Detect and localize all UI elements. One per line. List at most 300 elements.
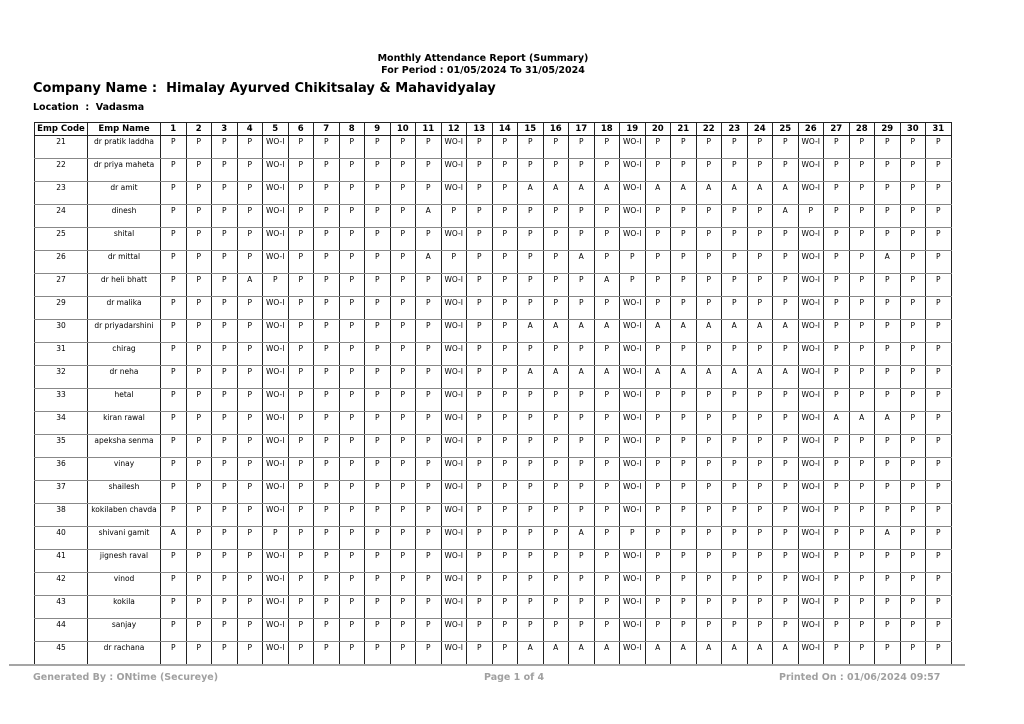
attendance-cell: P — [186, 159, 212, 182]
attendance-cell: P — [926, 136, 952, 159]
emp-code-cell: 37 — [35, 481, 88, 504]
attendance-cell: P — [849, 205, 875, 228]
attendance-cell: P — [569, 435, 595, 458]
attendance-cell: P — [773, 596, 799, 619]
col-header-day-14: 14 — [492, 123, 518, 136]
attendance-cell: A — [518, 366, 544, 389]
attendance-cell: P — [212, 481, 238, 504]
attendance-cell: P — [645, 274, 671, 297]
emp-code-cell: 31 — [35, 343, 88, 366]
attendance-cell: P — [569, 136, 595, 159]
emp-name-cell: shailesh — [88, 481, 161, 504]
attendance-cell: P — [161, 619, 187, 642]
attendance-cell: P — [824, 205, 850, 228]
col-header-day-5: 5 — [263, 123, 289, 136]
attendance-cell: P — [186, 389, 212, 412]
attendance-cell: P — [773, 228, 799, 251]
attendance-cell: P — [237, 458, 263, 481]
attendance-cell: P — [543, 228, 569, 251]
attendance-cell: P — [696, 596, 722, 619]
attendance-cell: P — [518, 619, 544, 642]
attendance-cell: P — [594, 297, 620, 320]
attendance-cell: P — [824, 251, 850, 274]
attendance-cell: P — [569, 619, 595, 642]
attendance-cell: P — [339, 274, 365, 297]
attendance-cell: P — [212, 320, 238, 343]
attendance-cell: WO-I — [798, 343, 824, 366]
attendance-cell: A — [773, 366, 799, 389]
attendance-cell: P — [671, 504, 697, 527]
attendance-cell: A — [543, 642, 569, 665]
attendance-cell: WO-I — [620, 458, 646, 481]
attendance-cell: P — [569, 205, 595, 228]
attendance-cell: WO-I — [263, 182, 289, 205]
attendance-cell: P — [186, 619, 212, 642]
attendance-cell: P — [237, 205, 263, 228]
attendance-cell: P — [212, 274, 238, 297]
attendance-cell: P — [237, 343, 263, 366]
col-header-day-3: 3 — [212, 123, 238, 136]
attendance-cell: P — [314, 573, 340, 596]
attendance-cell: P — [288, 182, 314, 205]
attendance-cell: WO-I — [441, 182, 467, 205]
emp-name-cell: vinod — [88, 573, 161, 596]
attendance-cell: P — [467, 251, 493, 274]
attendance-cell: P — [722, 228, 748, 251]
attendance-cell: WO-I — [263, 343, 289, 366]
attendance-cell: P — [849, 228, 875, 251]
attendance-cell: P — [824, 389, 850, 412]
attendance-cell: P — [518, 159, 544, 182]
attendance-cell: WO-I — [798, 274, 824, 297]
attendance-cell: P — [212, 412, 238, 435]
attendance-cell: P — [824, 182, 850, 205]
attendance-cell: P — [186, 412, 212, 435]
attendance-cell: P — [212, 619, 238, 642]
attendance-cell: P — [926, 389, 952, 412]
attendance-cell: A — [594, 642, 620, 665]
attendance-cell: P — [161, 274, 187, 297]
attendance-cell: P — [849, 251, 875, 274]
attendance-cell: P — [696, 527, 722, 550]
attendance-cell: P — [696, 458, 722, 481]
attendance-cell: P — [824, 550, 850, 573]
attendance-cell: P — [569, 297, 595, 320]
attendance-cell: P — [900, 389, 926, 412]
attendance-cell: P — [339, 136, 365, 159]
attendance-cell: P — [339, 550, 365, 573]
attendance-cell: P — [747, 297, 773, 320]
attendance-cell: P — [492, 343, 518, 366]
attendance-cell: P — [237, 251, 263, 274]
attendance-cell: A — [569, 182, 595, 205]
attendance-cell: P — [390, 251, 416, 274]
attendance-cell: P — [849, 573, 875, 596]
attendance-cell: P — [365, 274, 391, 297]
attendance-cell: P — [645, 159, 671, 182]
report-title: Monthly Attendance Report (Summary) — [377, 53, 589, 64]
attendance-cell: P — [518, 458, 544, 481]
attendance-cell: A — [773, 205, 799, 228]
attendance-cell: P — [339, 343, 365, 366]
attendance-cell: P — [722, 389, 748, 412]
attendance-cell: WO-I — [441, 527, 467, 550]
attendance-cell: A — [696, 320, 722, 343]
attendance-cell: P — [161, 251, 187, 274]
attendance-cell: P — [926, 159, 952, 182]
attendance-cell: P — [849, 159, 875, 182]
attendance-cell: P — [186, 251, 212, 274]
attendance-cell: WO-I — [798, 320, 824, 343]
attendance-cell: P — [926, 435, 952, 458]
attendance-cell: P — [900, 458, 926, 481]
emp-name-cell: vinay — [88, 458, 161, 481]
attendance-cell: P — [722, 573, 748, 596]
attendance-cell: WO-I — [441, 458, 467, 481]
col-header-day-1: 1 — [161, 123, 187, 136]
col-header-day-15: 15 — [518, 123, 544, 136]
attendance-cell: P — [237, 619, 263, 642]
attendance-cell: P — [594, 389, 620, 412]
col-header-day-18: 18 — [594, 123, 620, 136]
attendance-cell: P — [926, 182, 952, 205]
attendance-cell: P — [926, 297, 952, 320]
attendance-cell: P — [161, 504, 187, 527]
attendance-cell: P — [365, 550, 391, 573]
attendance-cell: P — [875, 297, 901, 320]
attendance-cell: P — [339, 619, 365, 642]
attendance-cell: P — [849, 619, 875, 642]
attendance-cell: WO-I — [263, 205, 289, 228]
attendance-cell: P — [875, 596, 901, 619]
attendance-cell: P — [875, 366, 901, 389]
attendance-cell: P — [747, 159, 773, 182]
emp-name-cell: dr pratik laddha — [88, 136, 161, 159]
attendance-cell: P — [543, 504, 569, 527]
attendance-cell: P — [594, 251, 620, 274]
attendance-cell: P — [875, 136, 901, 159]
attendance-cell: P — [671, 527, 697, 550]
attendance-cell: P — [747, 251, 773, 274]
attendance-cell: WO-I — [263, 366, 289, 389]
attendance-cell: P — [849, 435, 875, 458]
attendance-cell: P — [212, 550, 238, 573]
attendance-cell: P — [314, 642, 340, 665]
attendance-cell: P — [212, 297, 238, 320]
emp-code-cell: 36 — [35, 458, 88, 481]
attendance-cell: P — [161, 297, 187, 320]
attendance-cell: P — [416, 527, 442, 550]
attendance-cell: P — [926, 320, 952, 343]
attendance-cell: P — [186, 297, 212, 320]
attendance-cell: A — [543, 182, 569, 205]
attendance-cell: P — [467, 159, 493, 182]
attendance-cell: P — [696, 251, 722, 274]
attendance-cell: WO-I — [798, 550, 824, 573]
attendance-cell: P — [416, 389, 442, 412]
attendance-cell: P — [416, 642, 442, 665]
attendance-cell: P — [314, 159, 340, 182]
attendance-cell: P — [645, 596, 671, 619]
attendance-cell: P — [773, 619, 799, 642]
attendance-cell: P — [696, 136, 722, 159]
attendance-cell: P — [926, 550, 952, 573]
emp-code-cell: 23 — [35, 182, 88, 205]
attendance-cell: P — [671, 159, 697, 182]
attendance-cell: A — [722, 320, 748, 343]
attendance-cell: P — [671, 389, 697, 412]
attendance-cell: P — [314, 343, 340, 366]
attendance-cell: P — [543, 251, 569, 274]
attendance-cell: P — [849, 389, 875, 412]
attendance-cell: P — [722, 205, 748, 228]
attendance-cell: WO-I — [263, 573, 289, 596]
attendance-cell: P — [212, 343, 238, 366]
attendance-cell: P — [212, 435, 238, 458]
attendance-cell: P — [518, 481, 544, 504]
attendance-cell: P — [569, 159, 595, 182]
attendance-cell: P — [824, 159, 850, 182]
attendance-cell: P — [900, 182, 926, 205]
attendance-cell: P — [824, 481, 850, 504]
attendance-cell: P — [339, 642, 365, 665]
attendance-cell: P — [212, 136, 238, 159]
table-row — [35, 573, 952, 596]
attendance-cell: P — [288, 251, 314, 274]
attendance-cell: WO-I — [620, 182, 646, 205]
attendance-cell: P — [212, 458, 238, 481]
emp-name-cell: dr rachana — [88, 642, 161, 665]
attendance-cell: P — [926, 458, 952, 481]
attendance-cell: P — [594, 343, 620, 366]
attendance-cell: P — [875, 389, 901, 412]
attendance-cell: A — [569, 527, 595, 550]
attendance-cell: P — [416, 343, 442, 366]
attendance-cell: P — [747, 228, 773, 251]
attendance-cell: P — [518, 527, 544, 550]
attendance-cell: P — [671, 228, 697, 251]
attendance-cell: P — [467, 550, 493, 573]
attendance-cell: P — [926, 596, 952, 619]
attendance-cell: P — [926, 481, 952, 504]
attendance-cell: P — [288, 159, 314, 182]
emp-name-cell: kokila — [88, 596, 161, 619]
attendance-cell: P — [900, 550, 926, 573]
attendance-cell: P — [696, 274, 722, 297]
attendance-cell: WO-I — [620, 573, 646, 596]
attendance-cell: P — [237, 297, 263, 320]
attendance-cell: P — [416, 182, 442, 205]
attendance-cell: P — [696, 228, 722, 251]
attendance-cell: P — [161, 389, 187, 412]
col-header-day-19: 19 — [620, 123, 646, 136]
attendance-cell: P — [161, 481, 187, 504]
attendance-cell: P — [492, 136, 518, 159]
attendance-cell: P — [722, 504, 748, 527]
attendance-cell: P — [365, 596, 391, 619]
attendance-cell: P — [722, 274, 748, 297]
emp-code-cell: 38 — [35, 504, 88, 527]
attendance-cell: P — [212, 366, 238, 389]
attendance-cell: P — [237, 366, 263, 389]
attendance-cell: P — [186, 228, 212, 251]
emp-code-cell: 34 — [35, 412, 88, 435]
attendance-cell: P — [467, 573, 493, 596]
attendance-cell: P — [467, 412, 493, 435]
attendance-cell: P — [875, 435, 901, 458]
attendance-cell: P — [824, 320, 850, 343]
attendance-cell: P — [390, 228, 416, 251]
attendance-cell: P — [722, 343, 748, 366]
attendance-cell: WO-I — [798, 159, 824, 182]
attendance-cell: P — [645, 504, 671, 527]
attendance-cell: P — [390, 435, 416, 458]
attendance-cell: P — [365, 320, 391, 343]
col-header-day-30: 30 — [900, 123, 926, 136]
attendance-cell: WO-I — [441, 573, 467, 596]
attendance-cell: P — [569, 596, 595, 619]
attendance-cell: WO-I — [263, 297, 289, 320]
attendance-cell: P — [212, 642, 238, 665]
attendance-cell: WO-I — [798, 504, 824, 527]
attendance-cell: P — [518, 205, 544, 228]
attendance-cell: A — [594, 366, 620, 389]
attendance-cell: WO-I — [798, 412, 824, 435]
attendance-cell: P — [875, 550, 901, 573]
attendance-cell: P — [161, 435, 187, 458]
attendance-cell: P — [365, 136, 391, 159]
attendance-cell: P — [467, 596, 493, 619]
attendance-cell: A — [518, 320, 544, 343]
attendance-cell: P — [645, 412, 671, 435]
attendance-cell: P — [314, 228, 340, 251]
attendance-cell: P — [849, 297, 875, 320]
attendance-cell: WO-I — [441, 504, 467, 527]
attendance-cell: P — [722, 596, 748, 619]
attendance-cell: P — [467, 527, 493, 550]
col-header-day-23: 23 — [722, 123, 748, 136]
attendance-cell: P — [747, 389, 773, 412]
attendance-cell: P — [645, 435, 671, 458]
attendance-cell: P — [645, 550, 671, 573]
attendance-cell: P — [543, 136, 569, 159]
attendance-cell: P — [390, 596, 416, 619]
attendance-cell: P — [696, 159, 722, 182]
attendance-cell: WO-I — [620, 619, 646, 642]
attendance-cell: P — [314, 596, 340, 619]
attendance-cell: P — [926, 504, 952, 527]
attendance-cell: P — [212, 573, 238, 596]
attendance-cell: P — [390, 412, 416, 435]
attendance-cell: P — [314, 458, 340, 481]
attendance-cell: P — [339, 389, 365, 412]
attendance-cell: P — [161, 320, 187, 343]
attendance-cell: P — [365, 228, 391, 251]
attendance-cell: P — [492, 573, 518, 596]
attendance-cell: P — [645, 389, 671, 412]
attendance-cell: P — [543, 573, 569, 596]
attendance-cell: P — [237, 550, 263, 573]
attendance-cell: WO-I — [798, 527, 824, 550]
attendance-cell: P — [492, 389, 518, 412]
attendance-cell: P — [569, 389, 595, 412]
attendance-cell: P — [594, 527, 620, 550]
attendance-cell: A — [569, 642, 595, 665]
attendance-cell: P — [492, 596, 518, 619]
attendance-cell: P — [288, 228, 314, 251]
attendance-cell: P — [543, 205, 569, 228]
attendance-cell: WO-I — [798, 435, 824, 458]
attendance-cell: P — [849, 642, 875, 665]
attendance-cell: P — [314, 389, 340, 412]
attendance-cell: P — [824, 642, 850, 665]
attendance-cell: WO-I — [620, 389, 646, 412]
attendance-cell: P — [161, 596, 187, 619]
attendance-cell: P — [773, 458, 799, 481]
attendance-cell: P — [645, 527, 671, 550]
attendance-cell: P — [747, 573, 773, 596]
attendance-cell: P — [849, 550, 875, 573]
attendance-cell: P — [875, 343, 901, 366]
table-row — [35, 504, 952, 527]
attendance-cell: P — [773, 481, 799, 504]
attendance-cell: P — [900, 274, 926, 297]
attendance-cell: P — [696, 550, 722, 573]
attendance-cell: P — [543, 527, 569, 550]
attendance-cell: A — [594, 274, 620, 297]
attendance-cell: P — [849, 136, 875, 159]
attendance-cell: P — [492, 412, 518, 435]
emp-name-cell: sanjay — [88, 619, 161, 642]
attendance-cell: P — [900, 481, 926, 504]
attendance-cell: WO-I — [798, 481, 824, 504]
attendance-cell: P — [900, 159, 926, 182]
attendance-cell: P — [365, 343, 391, 366]
col-header-day-17: 17 — [569, 123, 595, 136]
attendance-cell: P — [671, 550, 697, 573]
attendance-cell: P — [773, 527, 799, 550]
attendance-cell: P — [594, 159, 620, 182]
attendance-cell: P — [594, 458, 620, 481]
attendance-cell: P — [875, 228, 901, 251]
attendance-cell: P — [696, 481, 722, 504]
attendance-cell: P — [212, 596, 238, 619]
attendance-cell: P — [518, 389, 544, 412]
attendance-cell: P — [314, 550, 340, 573]
attendance-cell: P — [161, 573, 187, 596]
attendance-cell: P — [798, 205, 824, 228]
attendance-cell: P — [518, 228, 544, 251]
emp-code-cell: 43 — [35, 596, 88, 619]
attendance-cell: P — [696, 389, 722, 412]
attendance-cell: A — [747, 366, 773, 389]
attendance-cell: P — [671, 297, 697, 320]
attendance-cell: P — [569, 228, 595, 251]
attendance-cell: WO-I — [798, 642, 824, 665]
attendance-cell: P — [186, 366, 212, 389]
emp-name-cell: apeksha senma — [88, 435, 161, 458]
attendance-cell: P — [492, 481, 518, 504]
attendance-cell: P — [671, 274, 697, 297]
attendance-cell: P — [875, 481, 901, 504]
attendance-cell: P — [161, 228, 187, 251]
attendance-cell: P — [747, 619, 773, 642]
attendance-cell: P — [671, 481, 697, 504]
attendance-cell: WO-I — [798, 458, 824, 481]
attendance-cell: P — [747, 550, 773, 573]
attendance-cell: A — [849, 412, 875, 435]
attendance-cell: P — [594, 228, 620, 251]
